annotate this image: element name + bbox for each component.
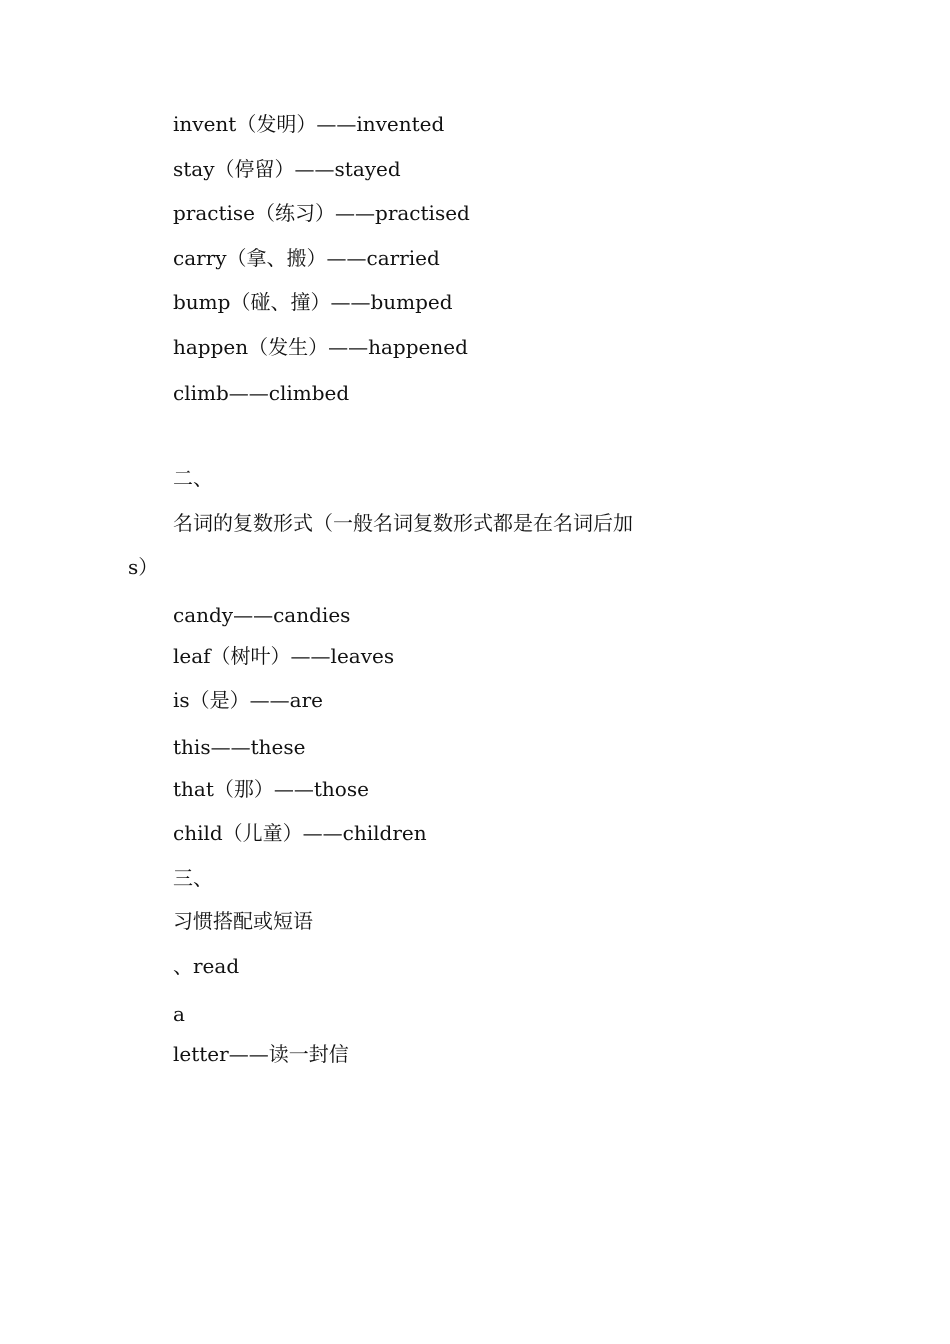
section-heading-continued: s） bbox=[128, 555, 159, 579]
phrase-line: a bbox=[173, 1002, 185, 1026]
verb-line: invent（发明）——invented bbox=[173, 112, 445, 136]
plural-line: candy——candies bbox=[173, 603, 351, 627]
plural-line: this——these bbox=[173, 735, 306, 759]
plural-line: leaf（树叶）——leaves bbox=[173, 644, 395, 668]
plural-line: that（那）——those bbox=[173, 777, 369, 801]
plural-line: child（儿童）——children bbox=[173, 821, 427, 845]
verb-line: carry（拿、搬）——carried bbox=[173, 246, 440, 270]
verb-line: stay（停留）——stayed bbox=[173, 157, 401, 181]
phrase-line: 、read bbox=[173, 954, 240, 978]
section-number: 三、 bbox=[173, 866, 213, 890]
verb-line: practise（练习）——practised bbox=[173, 201, 470, 225]
section-heading: 名词的复数形式（一般名词复数形式都是在名词后加 bbox=[173, 511, 633, 535]
verb-line: bump（碰、撞）——bumped bbox=[173, 290, 453, 314]
plural-line: is（是）——are bbox=[173, 688, 323, 712]
section-number: 二、 bbox=[173, 466, 213, 490]
phrase-line: letter——读一封信 bbox=[173, 1042, 349, 1066]
verb-line: climb——climbed bbox=[173, 381, 350, 405]
verb-line: happen（发生）——happened bbox=[173, 335, 468, 359]
section-heading: 习惯搭配或短语 bbox=[173, 909, 313, 933]
